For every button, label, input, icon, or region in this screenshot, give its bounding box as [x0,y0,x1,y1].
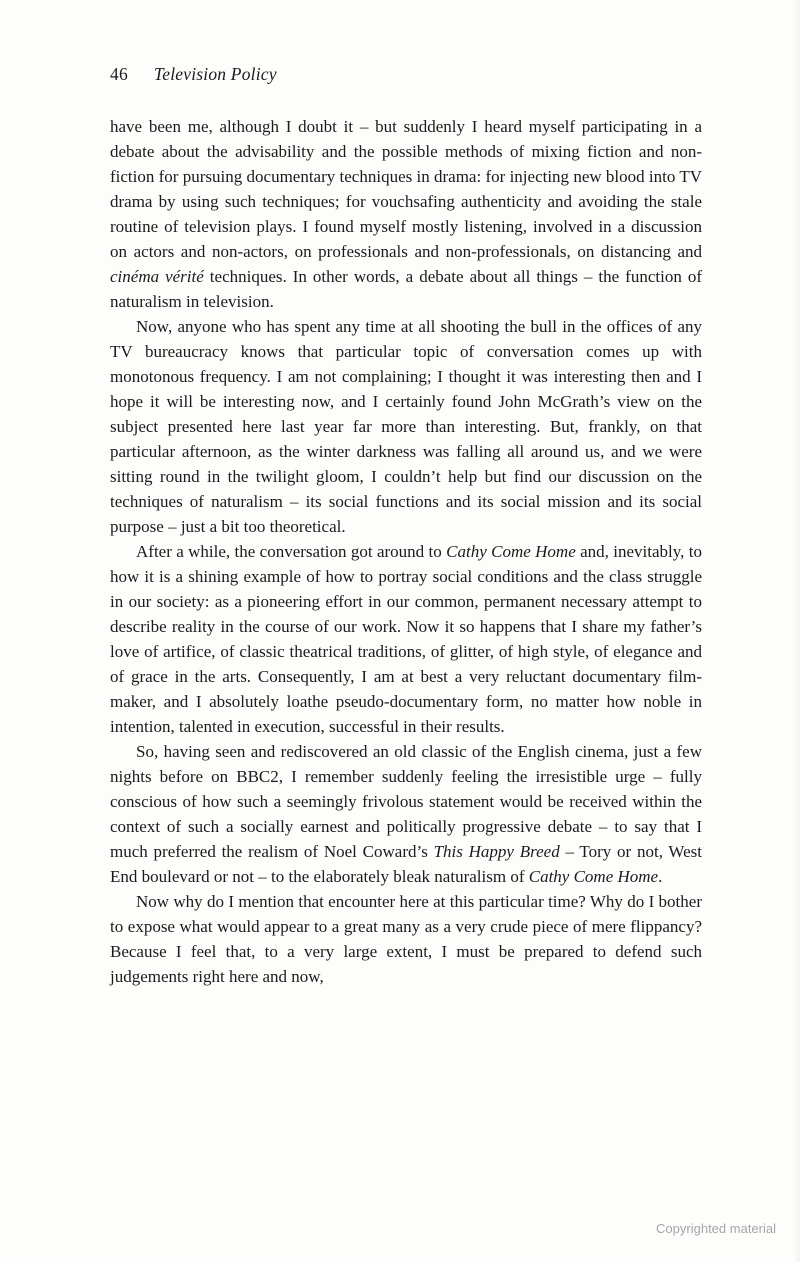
text-run: . [658,867,663,886]
paragraph [110,739,702,889]
text-run: have been me, although I doubt it – but suddenly I heard myself participating in a debate about the advisability and the possible methods of mixing fiction and non-fiction for pursuing documentary techniques in drama: for injecting new blood into TV drama by using such techniques; for vouchsafing authenticity and avoiding the stale routine of television plays. I found myself mostly listening, involved in a discussion on actors and non-actors, on professionals and non-professionals, on distancing and [110,117,702,261]
paragraph [110,889,702,989]
italic-text-run: This Happy Breed [433,842,560,861]
italic-text-run: Cathy Come Home [446,542,576,561]
paragraph [110,539,702,739]
copyright-watermark: Copyrighted material [656,1221,776,1236]
text-run: Now, anyone who has spent any time at all shooting the bull in the offices of any TV bureaucracy knows that particular topic of conversation comes up with monotonous frequency. I am not complaining; I thought it was interesting then and I hope it will be interesting now, and I certainly found John McGrath’s view on the subject presented here last year far more than interesting. But, frankly, on that particular afternoon, as the winter darkness was falling all around us, and we were sitting round in the twilight gloom, I couldn’t help but find our discussion on the techniques of naturalism – its social functions and its social mission and its social purpose – just a bit too theoretical. [110,317,702,536]
text-run: techniques. In other words, a debate about all things – the function of naturalism in television. [110,267,702,311]
page-number: 46 [110,64,128,84]
text-run: After a while, the conversation got around to [136,542,447,561]
italic-text-run: Cathy Come Home [528,867,659,886]
paragraph [110,314,702,539]
scan-edge-shading [794,0,800,1262]
page-header [110,64,702,85]
text-run: So, having seen and rediscovered an old classic of the English cinema, just a few nights before on BBC2, I remember suddenly feeling the irresistible urge – fully conscious of how such a seemingly frivolous statement would be received within the context of such a socially earnest and politically progressive debate – to say that I much preferred the realism of Noel Coward’s [110,742,702,861]
body-text [110,114,702,989]
text-run: Now why do I mention that encounter here at this particular time? Why do I bother to expose what would appear to a great many as a very crude piece of mere flippancy? Because I feel that, to a very large extent, I must be prepared to defend such judgements right here and now, [110,892,702,986]
italic-text-run: cinéma vérité [110,267,204,286]
text-run: and, inevitably, to how it is a shining example of how to portray social conditions and the class struggle in our society: as a pioneering effort in our common, permanent necessary attempt to describe reality in the course of our work. Now it so happens that I share my father’s love of artifice, of classic theatrical traditions, of glitter, of high style, of elegance and of grace in the arts. Consequently, I am at best a very reluctant documentary film-maker, and I absolutely loathe pseudo-documentary form, no matter how noble in intention, talented in execution, successful in their results. [110,542,702,736]
running-title: Television Policy [153,64,277,84]
text-run: – Tory or not, West End boulevard or not – to the elaborately bleak naturalism of [110,842,702,886]
paragraph [110,114,702,314]
